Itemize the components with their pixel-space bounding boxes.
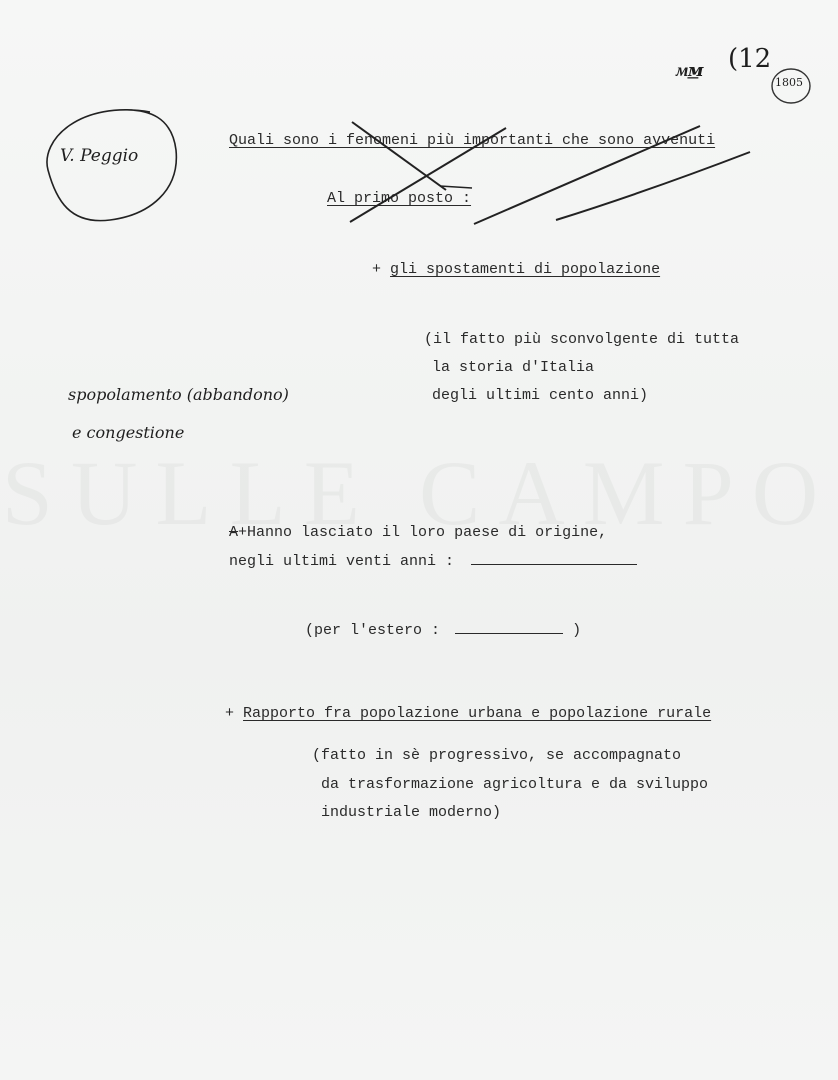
population-moves-item	[372, 261, 660, 279]
ratio-line: da trasformazione agricoltura e da sviluppo	[321, 776, 709, 793]
answer-blank	[471, 552, 637, 565]
ratio-title: Rapporto fra popolazione urbana e popolazione rurale	[243, 705, 712, 722]
left-home-line	[229, 524, 607, 542]
ratio-line: (fatto in sè progressivo, se accompagnato	[312, 747, 682, 764]
struck-prefix: A	[229, 524, 239, 541]
stamp-number: 1805	[775, 76, 803, 89]
abroad-close: )	[572, 622, 582, 639]
ratio-marker: +	[225, 705, 235, 722]
handwritten-scribble: ᴍ͟ᴍ	[676, 60, 704, 81]
handwritten-page-number: (12	[728, 44, 772, 74]
abroad-line	[305, 621, 581, 640]
ratio-item	[225, 705, 711, 723]
first-place-label: Al primo posto :	[327, 190, 472, 207]
left-home-text-2: negli ultimi venti anni :	[229, 553, 455, 570]
population-moves-text: gli spostamenti di popolazione	[390, 261, 661, 278]
cross-out-stroke	[556, 152, 750, 220]
paren-line: (il fatto più sconvolgente di tutta	[424, 331, 740, 348]
abroad-label: (per l'estero :	[305, 622, 441, 639]
cross-out-stroke	[440, 186, 472, 188]
plus-marker: +	[238, 524, 248, 541]
heading-line: Quali sono i fenomeni più importanti che sono avvenuti	[229, 132, 716, 149]
left-home-line-2	[229, 552, 637, 571]
paren-line: la storia d'Italia	[432, 359, 595, 376]
abroad-blank	[455, 621, 563, 634]
handwritten-margin-note: e congestione	[72, 423, 185, 442]
handwritten-margin-note: spopolamento (abbandono)	[68, 385, 289, 404]
left-home-text: Hanno lasciato il loro paese di origine,	[247, 524, 608, 541]
ratio-line: industriale moderno)	[321, 804, 502, 821]
paren-line: degli ultimi cento anni)	[432, 387, 649, 404]
handwritten-circled-name: V. Peggio	[60, 146, 139, 166]
bullet-marker: +	[372, 261, 382, 278]
